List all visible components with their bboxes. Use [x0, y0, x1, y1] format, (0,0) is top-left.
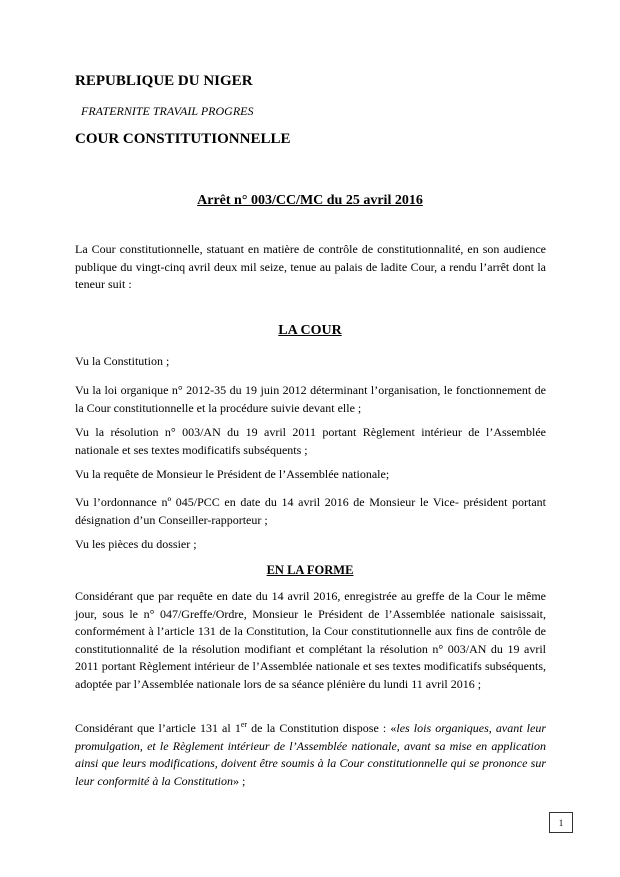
intro-paragraph: La Cour constitutionnelle, statuant en matière de contrôle de constitutionnalité, en son audience publique du vingt-cinq avril deux mil seize, tenue au palais de ladite Cour, a rendu l’arrêt dont la teneur suit : [75, 242, 546, 291]
considerant2-lead: Considérant que l’article 131 al 1 [75, 721, 241, 735]
page-number-box [549, 812, 573, 833]
considerant2-tail: » ; [233, 773, 246, 788]
decision-title-text: Arrêt n° 003/CC/MC du 25 avril 2016 [197, 193, 423, 208]
vu-item-resolution: Vu la résolution n° 003/AN du 19 avril 2011 portant Règlement intérieur de l’Assemblée nationale et ses textes modificatifs subséquents ; [75, 425, 546, 457]
vu-item-constitution: Vu la Constitution ; [75, 354, 170, 368]
considerant2-mid: de la Constitution dispose : « [247, 721, 397, 735]
court-heading: COUR CONSTITUTIONNELLE [75, 131, 291, 147]
considerant2-quote: les lois organiques, avant leur promulgation, et le Règlement intérieur de l’Assemblée nationale, avant sa mise en application ainsi que leurs modifications, doivent être soumis à la Cour constitutionnelle qui se prononce sur leur conformité à la Constitution [75, 721, 546, 788]
vu-item-pieces: Vu les pièces du dossier ; [75, 537, 197, 551]
vu-item-loi-organique: Vu la loi organique n° 2012-35 du 19 juin 2012 déterminant l’organisation, le fonctionnement de la Cour constitutionnelle et la procédure suivie devant elle ; [75, 383, 546, 415]
republic-heading: REPUBLIQUE DU NIGER [75, 73, 253, 89]
section-la-cour: LA COUR [278, 323, 342, 338]
considerant-paragraph-2 [75, 716, 546, 790]
section-en-la-forme: EN LA FORME [266, 563, 354, 577]
considerant-paragraph-1: Considérant que par requête en date du 14 avril 2016, enregistrée au greffe de la Cour le même jour, sous le n° 047/Greffe/Ordre, Monsieur le Président de l’Assemblée nationale saisissait, conformément à l’article 131 de la Constitution, la Cour constitutionnelle aux fins de contrôle de constitutionnalité de la résolution modifiant et complétant la résolution n° 003/AN du 19 avril 2011 portant Règlement intérieur de l’Assemblée nationale et ses textes modificatifs subséquents, adoptée par l’Assemblée nationale lors de sa séance plénière du lundi 11 avril 2016 ; [75, 589, 546, 691]
national-motto: FRATERNITE TRAVAIL PROGRES [81, 104, 254, 118]
page-number: 1 [558, 817, 564, 828]
vu-item-ordonnance: Vu l’ordonnance nº 045/PCC en date du 14 avril 2016 de Monsieur le Vice- président portant désignation d’un Conseiller-rapporteur ; [75, 495, 546, 527]
decision-title [0, 193, 620, 209]
vu-item-requete: Vu la requête de Monsieur le Président de l’Assemblée nationale; [75, 467, 390, 481]
considerant2-sup: er [240, 720, 248, 729]
